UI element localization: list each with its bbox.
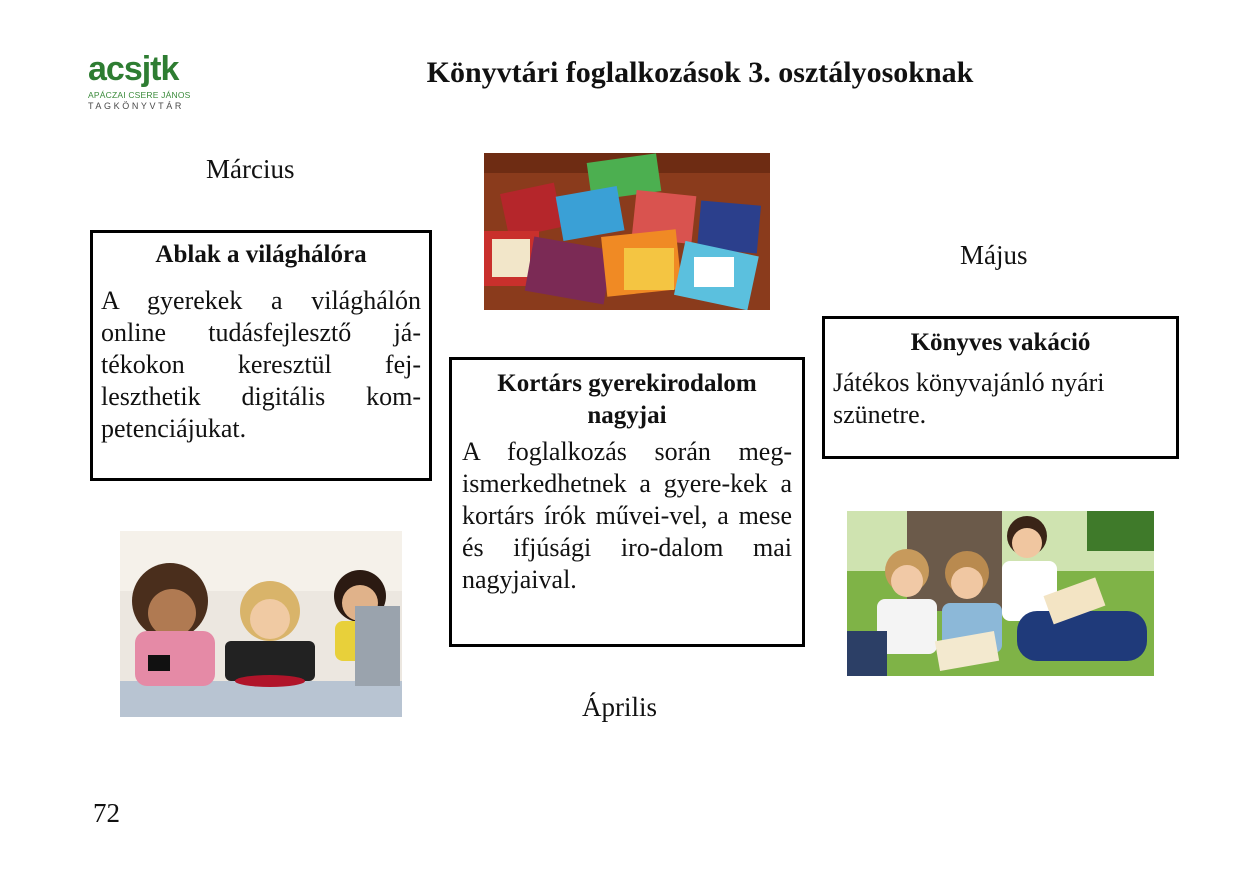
books-photo: [484, 153, 770, 310]
month-label-april: Április: [582, 692, 658, 722]
logo-mark: acsjtk: [88, 50, 179, 88]
logo-subtitle-2: TAGKÖNYVTÁR: [88, 101, 184, 111]
activity-heading: Kortárs gyerekirodalom nagyjai: [497, 370, 757, 429]
activity-description: Játékos könyvajánló nyári szünetre.: [833, 368, 1105, 429]
page-number: 72: [93, 798, 120, 828]
activity-box-april: [449, 357, 805, 647]
activity-heading: Ablak a világhálóra: [155, 241, 367, 268]
logo-subtitle: APÁCZAI CSERE JÁNOS: [88, 90, 191, 100]
page-title: Könyvtári foglalkozások 3. osztályosoknak: [426, 56, 974, 89]
library-logo: [88, 52, 218, 118]
activity-box-may: [822, 316, 1179, 459]
activity-heading: Könyves vakáció: [910, 329, 1091, 356]
activity-description: A foglalkozás során meg-ismerkedhetnek a gyere-kek a kortárs írók művei-vel, a mese és ifjúsági iro-dalom mai nagyjaival.: [462, 437, 792, 594]
month-label-march: Március: [206, 154, 295, 184]
activity-box-march: [90, 230, 432, 481]
kids-tablets-photo: [120, 531, 402, 717]
activity-description: A gyerekek a világhálón online tudásfejlesztő já-tékokon keresztül fej-leszthetik digitális kom-petenciájukat.: [101, 286, 421, 443]
park-reading-photo: [847, 511, 1154, 676]
month-label-may: Május: [960, 240, 1028, 270]
